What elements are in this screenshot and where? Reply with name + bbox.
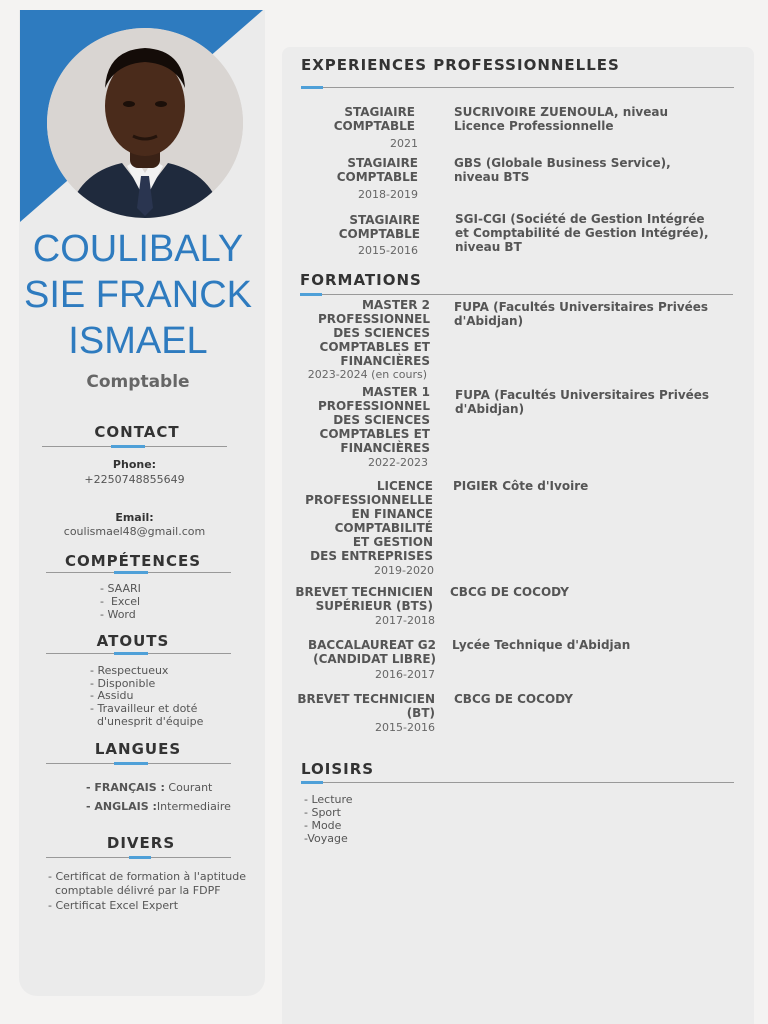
competences-accent (114, 571, 148, 574)
formations-heading: FORMATIONS (300, 271, 422, 289)
competence-item: - SAARI (100, 582, 141, 595)
langue-item-francais (86, 781, 212, 794)
formation-school: FUPA (Facultés Universitaires Privées d'Abidjan) (455, 388, 710, 416)
formation-school: CBCG DE COCODY (454, 692, 573, 706)
formation-school: Lycée Technique d'Abidjan (452, 638, 631, 652)
formation-school: CBCG DE COCODY (450, 585, 569, 599)
experience-role: STAGIAIRE COMPTABLE (333, 105, 415, 133)
atout-item: - Respectueux (90, 664, 169, 677)
contact-heading: CONTACT (94, 423, 180, 441)
experiences-heading: EXPERIENCES PROFESSIONNELLES (301, 56, 620, 74)
formation-title: MASTER 2 PROFESSIONNEL DES SCIENCES COMPTABLES ET FINANCIÈRES (318, 298, 430, 368)
formations-divider (300, 294, 733, 295)
langues-heading: LANGUES (94, 740, 182, 758)
formation-title: BREVET TECHNICIEN SUPÉRIEUR (BTS) (295, 585, 433, 613)
formation-title: BREVET TECHNICIEN (BT) (297, 692, 435, 720)
phone-value: +2250748855649 (84, 473, 185, 486)
formation-school: PIGIER Côte d'Ivoire (453, 479, 589, 493)
experience-description: SGI-CGI (Société de Gestion Intégrée et Comptabilité de Gestion Intégrée), niveau BT (455, 212, 709, 254)
experience-description: SUCRIVOIRE ZUENOULA, niveau Licence Professionnelle (454, 105, 669, 133)
formation-date: 2022-2023 (368, 456, 428, 469)
profile-photo (47, 28, 243, 218)
job-title: Comptable (86, 372, 190, 392)
competences-heading: COMPÉTENCES (64, 552, 202, 570)
formations-accent (300, 293, 322, 296)
atout-item: d'unesprit d'équipe (90, 715, 204, 728)
experiences-divider (301, 87, 734, 88)
atout-item: - Travailleur et doté (90, 702, 198, 715)
atouts-accent (114, 652, 148, 655)
competence-item: - Word (100, 608, 136, 621)
atouts-heading: ATOUTS (96, 632, 170, 650)
email-value: coulismael48@gmail.com (63, 525, 206, 538)
experience-date: 2021 (390, 137, 418, 150)
langues-accent (114, 762, 148, 765)
formation-title: LICENCE PROFESSIONNELLE EN FINANCE COMPTABILITÉ ET GESTION DES ENTREPRISES (305, 479, 433, 563)
divers-item: - Certificat de formation à l'aptitude (48, 870, 246, 883)
langue-item-anglais (86, 800, 231, 813)
atout-item: - Assidu (90, 689, 134, 702)
experience-date: 2018-2019 (358, 188, 418, 201)
formation-date: 2019-2020 (374, 564, 434, 577)
name-line-1: COULIBALY (32, 228, 244, 270)
experience-role: STAGIAIRE COMPTABLE (338, 213, 420, 241)
loisirs-divider (301, 782, 734, 783)
loisir-item: - Mode (304, 819, 342, 832)
divers-heading: DIVERS (106, 834, 176, 852)
candidate-name (22, 226, 254, 364)
loisir-item: -Voyage (304, 832, 348, 845)
formation-school: FUPA (Facultés Universitaires Privées d'Abidjan) (454, 300, 709, 328)
formation-date: 2015-2016 (375, 721, 435, 734)
loisir-item: - Sport (304, 806, 341, 819)
divers-item: - Certificat Excel Expert (48, 899, 179, 912)
experience-date: 2015-2016 (358, 244, 418, 257)
langue-name: - ANGLAIS : (86, 800, 157, 813)
name-line-3: ISMAEL (68, 320, 208, 362)
name-line-2: SIE FRANCK (23, 274, 253, 316)
loisirs-accent (301, 781, 323, 784)
contact-accent (111, 445, 145, 448)
phone-label: Phone: (112, 458, 157, 471)
experience-role: STAGIAIRE COMPTABLE (336, 156, 418, 184)
experiences-accent (301, 86, 323, 89)
atout-item: - Disponible (90, 677, 156, 690)
langue-name: - FRANÇAIS : (86, 781, 165, 794)
email-label: Email: (115, 511, 154, 524)
langue-level: Courant (164, 781, 213, 794)
formation-title: MASTER 1 PROFESSIONNEL DES SCIENCES COMPTABLES ET FINANCIÈRES (318, 385, 430, 455)
formation-date: 2023-2024 (en cours) (307, 368, 427, 381)
formation-title: BACCALAUREAT G2 (CANDIDAT LIBRE) (308, 638, 436, 666)
divers-item: comptable délivré par la FDPF (48, 884, 221, 897)
loisir-item: - Lecture (304, 793, 353, 806)
competence-item: - Excel (100, 595, 141, 608)
formation-date: 2017-2018 (375, 614, 435, 627)
formation-date: 2016-2017 (375, 668, 435, 681)
loisirs-heading: LOISIRS (301, 760, 375, 778)
langue-level: Intermediaire (156, 800, 231, 813)
divers-accent (129, 856, 151, 859)
person-silhouette-icon (47, 28, 243, 218)
experience-description: GBS (Globale Business Service), niveau BTS (454, 156, 671, 184)
